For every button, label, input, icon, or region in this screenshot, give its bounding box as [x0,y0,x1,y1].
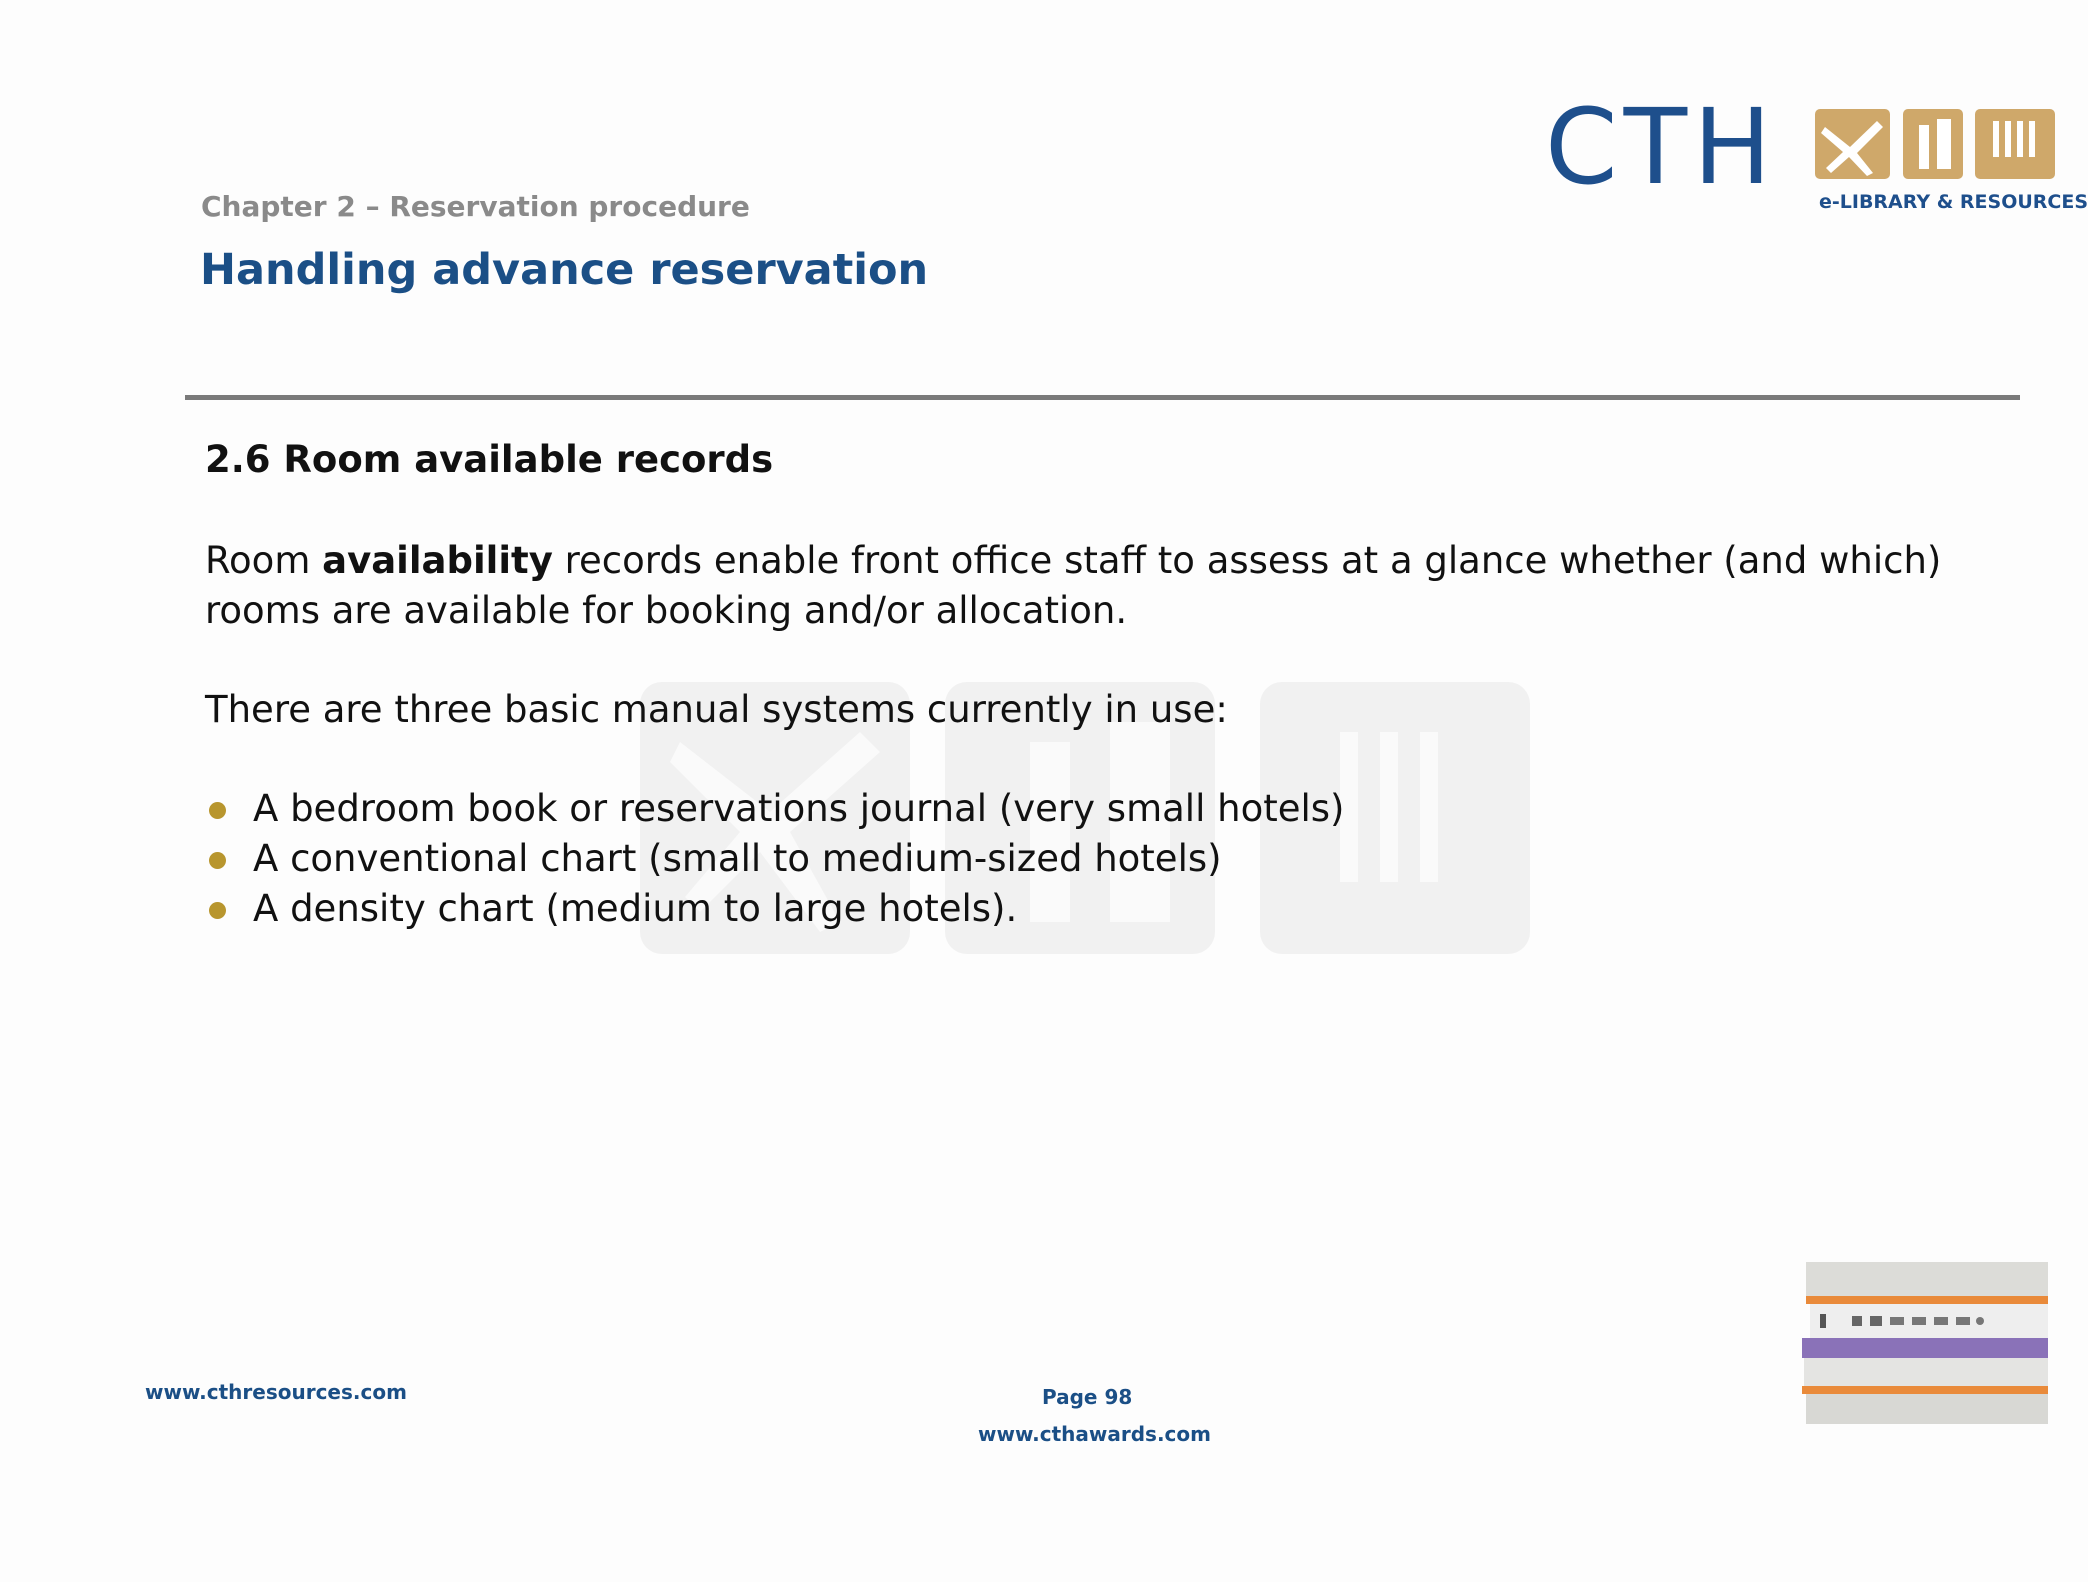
footer-awards-link[interactable]: www.cthawards.com [978,1422,1211,1446]
systems-list [205,784,1344,934]
page-title: Handling advance reservation [200,245,929,295]
intro-paragraph [205,536,2005,636]
section-heading: 2.6 Room available records [205,438,774,481]
logo-icons [1815,109,2055,189]
logo-subtitle: e-LIBRARY & RESOURCES [1819,191,2088,213]
footer-resources-link[interactable]: www.cthresources.com [145,1380,407,1404]
list-item-text: A bedroom book or reservations journal (very small hotels) [253,787,1345,830]
header-divider [185,395,2020,400]
list-item [205,834,1344,884]
list-item [205,784,1344,834]
logo-text: CTH [1545,86,1778,208]
page-number: Page 98 [1042,1385,1133,1409]
list-item [205,884,1344,934]
bullet-icon [209,852,226,869]
bullet-icon [209,902,226,919]
cth-logo [1545,86,2088,218]
para-bold-term: availability [322,539,553,582]
list-item-text: A density chart (medium to large hotels). [253,887,1018,930]
list-item-text: A conventional chart (small to medium-sized hotels) [253,837,1222,880]
chapter-label: Chapter 2 – Reservation procedure [201,190,750,223]
bullet-icon [209,802,226,819]
book-stack-image [1800,1262,2048,1432]
systems-paragraph: There are three basic manual systems currently in use: [205,688,1228,731]
para-text: records enable front office staff to assess at a glance whether (and which) rooms are available for booking and/or allocation. [205,539,1942,632]
para-text: Room [205,539,323,582]
